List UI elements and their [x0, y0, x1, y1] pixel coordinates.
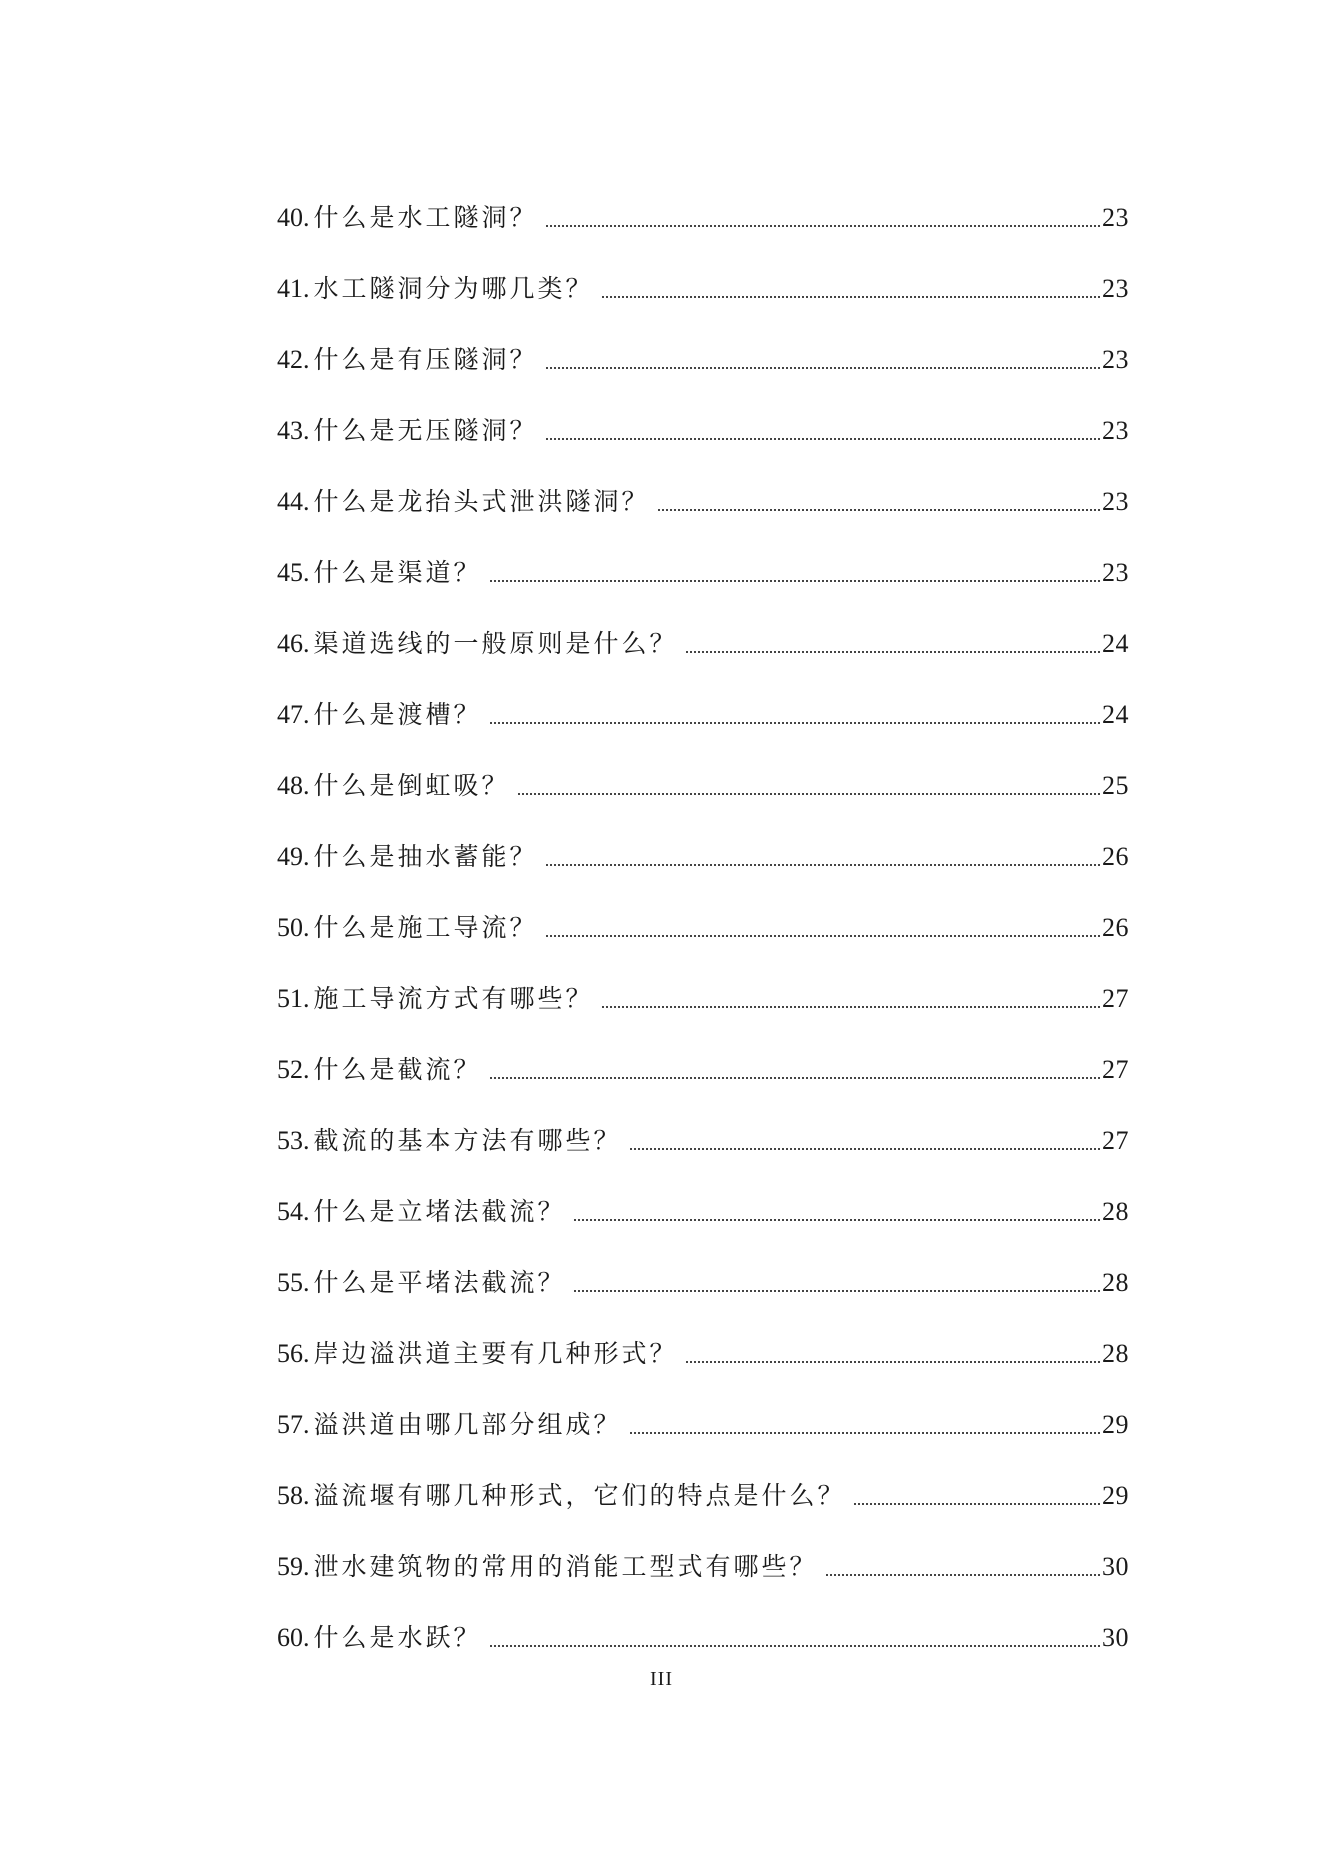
dot-leader — [854, 1502, 1100, 1505]
toc-entry-number: 43. — [277, 416, 310, 445]
toc-entry-number: 54. — [277, 1197, 310, 1226]
toc-entry-number: 49. — [277, 842, 310, 871]
toc-entry-page: 27 — [1102, 984, 1129, 1013]
toc-entry-57[interactable] — [277, 1369, 1129, 1440]
toc-entry-title: 什么是渠道？ — [313, 558, 482, 587]
toc-entry-title: 什么是龙抬头式泄洪隧洞？ — [313, 487, 650, 516]
toc-entry-title: 什么是有压隧洞？ — [313, 345, 538, 374]
dot-leader — [630, 1147, 1100, 1150]
toc-entry-title: 什么是立堵法截流？ — [313, 1197, 566, 1226]
toc-entry-47[interactable] — [277, 659, 1129, 730]
toc-entry-page: 23 — [1102, 558, 1129, 587]
toc-entry-page: 28 — [1102, 1339, 1129, 1368]
toc-entry-title: 什么是水跃？ — [313, 1623, 482, 1652]
toc-entry-page: 29 — [1102, 1481, 1129, 1510]
toc-entry-title: 什么是抽水蓄能？ — [313, 842, 538, 871]
dot-leader — [630, 1431, 1100, 1434]
toc-entry-title: 什么是水工隧洞？ — [313, 203, 538, 232]
toc-entry-number: 53. — [277, 1126, 310, 1155]
dot-leader — [658, 508, 1100, 511]
toc-entry-page: 23 — [1102, 274, 1129, 303]
toc-entry-number: 55. — [277, 1268, 310, 1297]
toc-entry-page: 23 — [1102, 345, 1129, 374]
toc-entry-44[interactable] — [277, 446, 1129, 517]
dot-leader — [574, 1289, 1100, 1292]
toc-entry-page: 23 — [1102, 203, 1129, 232]
toc-entry-number: 40. — [277, 203, 310, 232]
toc-entry-number: 47. — [277, 700, 310, 729]
dot-leader — [686, 1360, 1100, 1363]
toc-entry-title: 什么是截流？ — [313, 1055, 482, 1084]
dot-leader — [602, 1005, 1100, 1008]
toc-entry-title: 什么是平堵法截流？ — [313, 1268, 566, 1297]
toc-entry-page: 23 — [1102, 487, 1129, 516]
toc-entry-60[interactable] — [277, 1582, 1129, 1653]
dot-leader — [490, 721, 1100, 724]
page-number: III — [650, 1668, 673, 1690]
toc-entry-number: 59. — [277, 1552, 310, 1581]
toc-entry-53[interactable] — [277, 1085, 1129, 1156]
dot-leader — [546, 934, 1100, 937]
toc-entry-56[interactable] — [277, 1298, 1129, 1369]
toc-entry-page: 24 — [1102, 700, 1129, 729]
toc-entry-number: 45. — [277, 558, 310, 587]
toc-entry-title: 水工隧洞分为哪几类？ — [313, 274, 594, 303]
toc-entry-page: 23 — [1102, 416, 1129, 445]
dot-leader — [546, 437, 1100, 440]
toc-entry-number: 51. — [277, 984, 310, 1013]
toc-entry-page: 28 — [1102, 1268, 1129, 1297]
toc-entry-number: 58. — [277, 1481, 310, 1510]
toc-entry-51[interactable] — [277, 943, 1129, 1014]
toc-entry-title: 渠道选线的一般原则是什么？ — [313, 629, 678, 658]
toc-entry-50[interactable] — [277, 872, 1129, 943]
toc-entry-number: 52. — [277, 1055, 310, 1084]
toc-entry-58[interactable] — [277, 1440, 1129, 1511]
toc-entry-title: 泄水建筑物的常用的消能工型式有哪些？ — [313, 1552, 818, 1581]
toc-entry-number: 48. — [277, 771, 310, 800]
dot-leader — [490, 579, 1100, 582]
toc-entry-page: 28 — [1102, 1197, 1129, 1226]
toc-entry-title: 岸边溢洪道主要有几种形式？ — [313, 1339, 678, 1368]
toc-entry-number: 44. — [277, 487, 310, 516]
dot-leader — [490, 1644, 1100, 1647]
toc-entry-title: 什么是无压隧洞？ — [313, 416, 538, 445]
toc-entry-54[interactable] — [277, 1156, 1129, 1227]
toc-entry-title: 溢流堰有哪几种形式，它们的特点是什么？ — [313, 1481, 846, 1510]
dot-leader — [518, 792, 1100, 795]
toc-entry-59[interactable] — [277, 1511, 1129, 1582]
toc-entry-page: 25 — [1102, 771, 1129, 800]
toc-entry-title: 施工导流方式有哪些？ — [313, 984, 594, 1013]
toc-entry-40[interactable] — [277, 162, 1129, 233]
dot-leader — [490, 1076, 1100, 1079]
toc-entry-page: 26 — [1102, 913, 1129, 942]
toc-entry-title: 什么是施工导流？ — [313, 913, 538, 942]
toc-entry-page: 27 — [1102, 1055, 1129, 1084]
toc-entry-number: 46. — [277, 629, 310, 658]
toc-entry-number: 50. — [277, 913, 310, 942]
table-of-contents — [277, 162, 1129, 1653]
toc-entry-41[interactable] — [277, 233, 1129, 304]
toc-entry-49[interactable] — [277, 801, 1129, 872]
dot-leader — [546, 863, 1100, 866]
dot-leader — [546, 366, 1100, 369]
toc-entry-55[interactable] — [277, 1227, 1129, 1298]
dot-leader — [686, 650, 1100, 653]
toc-entry-page: 30 — [1102, 1552, 1129, 1581]
toc-entry-page: 24 — [1102, 629, 1129, 658]
toc-entry-45[interactable] — [277, 517, 1129, 588]
toc-entry-number: 60. — [277, 1623, 310, 1652]
toc-entry-title: 什么是倒虹吸？ — [313, 771, 510, 800]
toc-entry-title: 溢洪道由哪几部分组成？ — [313, 1410, 622, 1439]
toc-entry-number: 56. — [277, 1339, 310, 1368]
toc-entry-page: 29 — [1102, 1410, 1129, 1439]
toc-entry-42[interactable] — [277, 304, 1129, 375]
toc-entry-page: 30 — [1102, 1623, 1129, 1652]
toc-entry-43[interactable] — [277, 375, 1129, 446]
toc-entry-number: 57. — [277, 1410, 310, 1439]
dot-leader — [574, 1218, 1100, 1221]
dot-leader — [602, 295, 1100, 298]
toc-entry-number: 42. — [277, 345, 310, 374]
toc-entry-page: 27 — [1102, 1126, 1129, 1155]
dot-leader — [546, 224, 1100, 227]
toc-entry-title: 截流的基本方法有哪些？ — [313, 1126, 622, 1155]
toc-entry-page: 26 — [1102, 842, 1129, 871]
toc-entry-52[interactable] — [277, 1014, 1129, 1085]
toc-entry-number: 41. — [277, 274, 310, 303]
toc-entry-title: 什么是渡槽？ — [313, 700, 482, 729]
toc-entry-46[interactable] — [277, 588, 1129, 659]
toc-entry-48[interactable] — [277, 730, 1129, 801]
dot-leader — [826, 1573, 1100, 1576]
